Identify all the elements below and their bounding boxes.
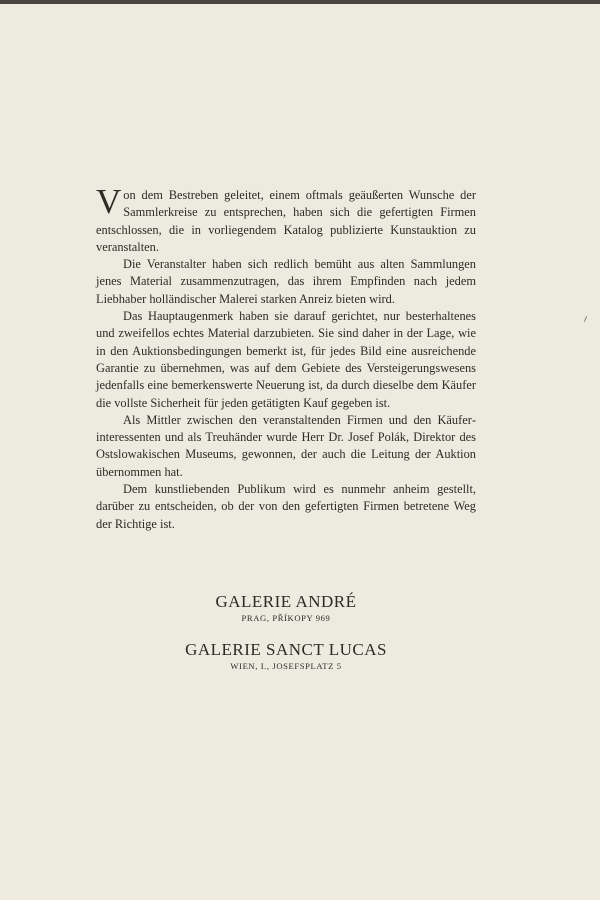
intro-text: on dem Bestreben geleitet, einem oftmals geäußerten Wunsche der Sammlerkreise zu entsprechen, haben sich die gefertigten Firmen entschlossen, die in vorliegendem Katalog publizierte Kunstauktion zu veranstalten. xyxy=(96,188,476,254)
foreword-text xyxy=(96,182,476,533)
paragraph-intro xyxy=(96,182,476,256)
firm-address: WIEN, I., JOSEFSPLATZ 5 xyxy=(230,661,342,671)
paper-speck xyxy=(584,316,587,322)
firm-signature-andre xyxy=(96,592,476,624)
paragraph-guarantee: Das Hauptaugenmerk haben sie darauf gerichtet, nur besterhaltenes und zweifellos echtes Material darzubieten. Sie sind daher in der Lage, wie in den Auktionsbedingungen bemerkt ist, für jedes Bild eine ausreichende Garantie zu übernehmen, was auf dem Gebiete des Versteigerungswesens jedenfalls eine bemerkenswerte Neuerung ist, da durch dieselbe dem Käufer die vollste Sicherheit für jeden getätigten Kauf gegeben ist. xyxy=(96,309,476,410)
drop-cap: V xyxy=(96,182,122,221)
firm-name: GALERIE SANCT LUCAS xyxy=(185,640,387,659)
firm-signature-sanct-lucas xyxy=(96,640,476,672)
firm-name: GALERIE ANDRÉ xyxy=(215,592,357,611)
paragraph-trustee: Als Mittler zwischen den veranstaltenden Firmen und den Käuferinteressenten und als Treuhänder wurde Herr Dr. Josef Polák, Direktor des Ostslowakischen Museums, gewonnen, der auch die Leitung der Auktion übernommen hat. xyxy=(96,412,476,479)
paragraph-collections: Die Veranstalter haben sich redlich bemüht aus alten Sammlungen jenes Material zusammenzutragen, das ihrem Empfinden nach jedem Liebhaber holländischer Malerei starken Anreiz bieten wird. xyxy=(96,257,476,306)
firm-address: PRAG, PŘÍKOPY 969 xyxy=(241,613,331,623)
paragraph-public: Dem kunstliebenden Publikum wird es nunmehr anheim gestellt, darüber zu entscheiden, ob der von den gefertigten Firmen betretene Weg der Richtige ist. xyxy=(96,482,476,531)
